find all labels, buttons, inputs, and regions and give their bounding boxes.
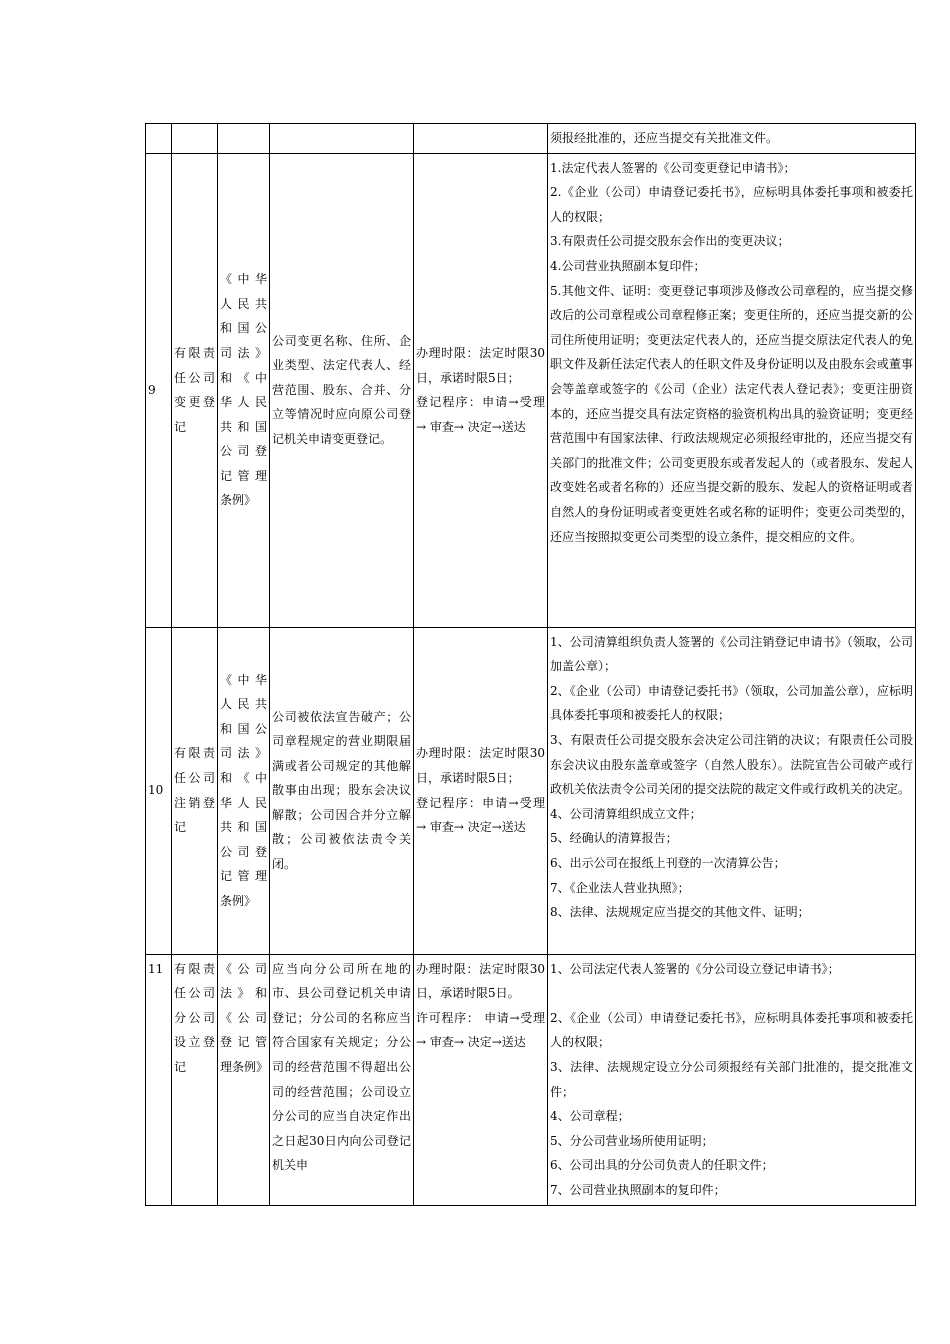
time-limit: 办理时限：法定时限30日，承诺时限5日； — [416, 345, 545, 385]
procedure: 登记程序：申请→受理 → 审查→ 决定→送达 — [416, 795, 545, 835]
requirement-line: 4.公司营业执照副本复印件； — [550, 258, 706, 273]
requirement-line: 1.法定代表人签署的《公司变更登记申请书》； — [550, 160, 796, 175]
cell-conditions — [270, 124, 414, 154]
cell-no: 9 — [146, 153, 172, 627]
requirement-line: 6、公司出具的分公司负责人的任职文件； — [550, 1158, 774, 1173]
cell-requirements — [548, 124, 916, 154]
requirement-line: 4、公司清算组织成立文件； — [550, 806, 702, 821]
cell-no: 10 — [146, 627, 172, 954]
requirement-line: 7、公司营业执照副本的复印件； — [550, 1182, 726, 1197]
requirement-line: 须报经批准的，还应当提交有关批准文件。 — [550, 131, 779, 145]
cell-time-procedure — [414, 124, 548, 154]
table-row-continued — [146, 124, 916, 154]
requirement-line: 1、公司法定代表人签署的《分公司设立登记申请书》； — [550, 961, 840, 976]
requirement-line: 2、《企业（公司）申请登记委托书》，应标明具体委托事项和被委托人的权限； — [550, 1010, 913, 1050]
cell-conditions: 公司变更名称、住所、企业类型、法定代表人、经营范围、股东、合并、分立等情况时应向原公司登记机关申请变更登记。 — [270, 153, 414, 627]
procedure: 许可程序： 申请→受理 → 审查→ 决定→送达 — [416, 1010, 545, 1050]
requirement-line: 5.其他文件、证明：变更登记事项涉及修改公司章程的，应当提交修改后的公司章程或公司章程修正案；变更住所的，还应当提交新的公司住所使用证明；变更法定代表人的，还应当提交原法定代表人的免职文件及新任法定代表人的任职文件及身份证明以及由股东会或董事会等盖章或签字的《公司（企业）法定代表人登记表》；变更注册资本的，还应当提交具有法定资格的验资机构出具的验资证明；变更经营范围中有国家法律、行政法规规定必须报经审批的，还应当提交有关部门的批准文件；公司变更股东或者发起人的（或者股东、发起人改变姓名或者名称的）还应当提交新的股东、发起人的资格证明或者自然人的身份证明或者变更姓名或名称的证明件；变更公司类型的，还应当按照拟变更公司类型的设立条件，提交相应的文件。 — [550, 283, 913, 544]
cell-basis: 《公司法》和《公司登记管理条例》 — [218, 954, 270, 1205]
cell-item: 有限责任公司注销登记 — [172, 627, 218, 954]
cell-basis: 《中华人民共和国公司法》和《中华人民共和国公司登记管理条例》 — [218, 153, 270, 627]
requirement-line: 7、《企业法人营业执照》； — [550, 880, 690, 895]
cell-time-procedure — [414, 954, 548, 1205]
requirement-line: 2、《企业（公司）申请登记委托书》（领取，公司加盖公章），应标明具体委托事项和被委托人的权限； — [550, 683, 913, 723]
cell-requirements — [548, 627, 916, 954]
cell-no — [146, 124, 172, 154]
cell-item: 有限责任公司分公司设立登记 — [172, 954, 218, 1205]
cell-conditions: 应当向分公司所在地的市、县公司登记机关申请登记；分公司的名称应当符合国家有关规定；分公司的经营范围不得超出公司的经营范围；公司设立分公司的应当自决定作出之日起30日内向公司登记机关申 — [270, 954, 414, 1205]
requirement-line: 3、法律、法规规定设立分公司须报经有关部门批准的，提交批准文件； — [550, 1059, 913, 1099]
cell-conditions: 公司被依法宣告破产；公司章程规定的营业期限届满或者公司规定的其他解散事由出现；股东会决议解散；公司因合并分立解散；公司被依法责令关闭。 — [270, 627, 414, 954]
table-row-10 — [146, 627, 916, 954]
requirement-line: 5、分公司营业场所使用证明； — [550, 1133, 714, 1148]
requirement-line: 3.有限责任公司提交股东会作出的变更决议； — [550, 234, 790, 249]
table-row-11 — [146, 954, 916, 1205]
procedure: 登记程序：申请→受理 → 审查→ 决定→送达 — [416, 395, 545, 434]
cell-requirements — [548, 954, 916, 1205]
requirement-line: 2.《企业（公司）申请登记委托书》，应标明具体委托事项和被委托人的权限； — [550, 185, 913, 224]
cell-no: 11 — [146, 954, 172, 1205]
cell-item: 有限责任公司变更登记 — [172, 153, 218, 627]
requirement-line: 6、出示公司在报纸上刊登的一次清算公告； — [550, 855, 786, 870]
cell-basis — [218, 124, 270, 154]
requirement-line: 8、法律、法规规定应当提交的其他文件、证明； — [550, 905, 810, 920]
requirement-line: 1、公司清算组织负责人签署的《公司注销登记申请书》（领取，公司加盖公章）； — [550, 634, 913, 674]
requirement-line: 5、经确认的清算报告； — [550, 831, 678, 846]
cell-time-procedure — [414, 153, 548, 627]
cell-time-procedure — [414, 627, 548, 954]
time-limit: 办理时限：法定时限30日，承诺时限5日。 — [416, 961, 545, 1001]
requirement-line — [550, 981, 913, 1006]
table-row-9 — [146, 153, 916, 627]
time-limit: 办理时限：法定时限30日，承诺时限5日； — [416, 746, 545, 785]
requirement-line: 4、公司章程； — [550, 1109, 630, 1124]
registration-items-table — [145, 123, 916, 1206]
requirement-line: 3、有限责任公司提交股东会决定公司注销的决议；有限责任公司股东会决议由股东盖章或签字（自然人股东）。法院宣告公司破产或行政机关依法责令公司关闭的提交法院的裁定文件或行政机关的决定。 — [550, 732, 913, 797]
cell-item — [172, 124, 218, 154]
cell-requirements — [548, 153, 916, 627]
cell-basis: 《中华人民共和国公司法》和《中华人民共和国公司登记管理条例》 — [218, 627, 270, 954]
